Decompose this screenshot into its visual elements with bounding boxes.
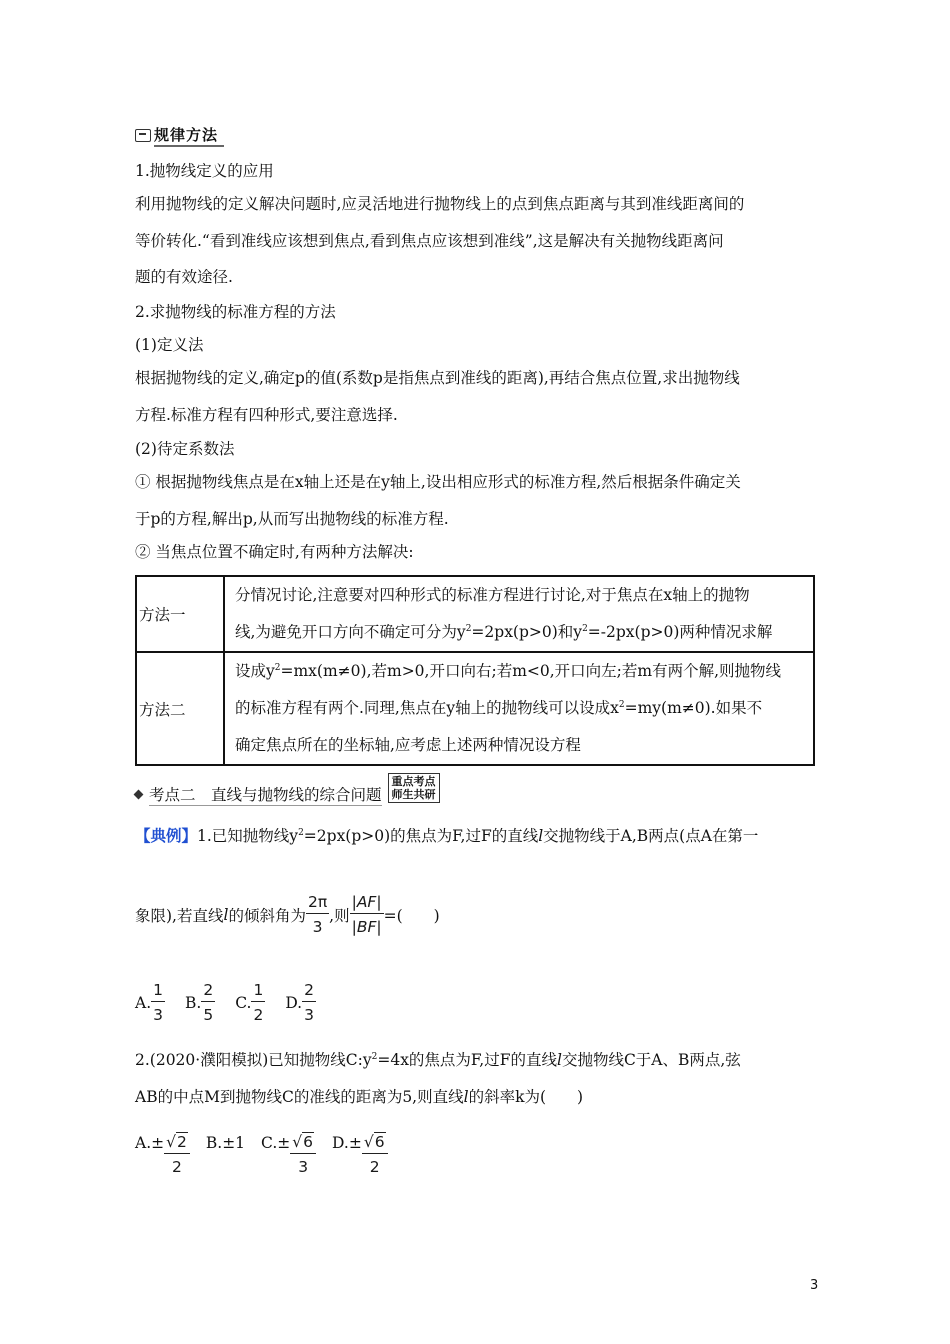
- option-b[interactable]: B.±1: [205, 1134, 246, 1152]
- method-two-label: 方法二: [136, 652, 224, 765]
- diamond-bullet-icon: [134, 789, 144, 799]
- heading-definition-application: 1.抛物线定义的应用: [135, 162, 274, 180]
- example-tag: 【典例】: [135, 826, 198, 845]
- paragraph-line: ② 当焦点位置不确定时,有两种方法解决:: [135, 543, 414, 561]
- table-row: [136, 576, 814, 652]
- paragraph-line: ① 根据抛物线焦点是在x轴上还是在y轴上,设出相应形式的标准方程,然后根据条件确定关: [135, 473, 741, 491]
- table-cell-line: 设成$y^2=mx(m\ne 0)$,若m>0,开口向右;若m<0,开口向左;若m有两个解,则抛物线: [235, 662, 782, 680]
- heading-standard-equation-methods: 2.求抛物线的标准方程的方法: [135, 303, 336, 321]
- option-b[interactable]: B. $\frac{2}{5}$: [185, 981, 214, 1024]
- subheading-undetermined-coefficients: (2)待定系数法: [135, 440, 235, 458]
- method-one-body: [224, 576, 814, 652]
- table-cell-line: 的标准方程有两个.同理,焦点在y轴上的抛物线可以设成$x^2=my(m\ne 0)$.如果不: [235, 699, 763, 717]
- ratio-fraction: $\frac{|AF|}{|BF|}$: [351, 893, 382, 936]
- page-number: 3: [810, 1278, 819, 1293]
- notebook-icon: [135, 129, 151, 142]
- question-1-line-2: 象限),若直线 l 的倾斜角为 $\frac{2\pi}{3}$ ,则 $\frac{|AF|}{|BF|}$ =( ): [135, 893, 440, 936]
- kaodian-title: 考点二 直线与抛物线的综合问题: [149, 783, 382, 806]
- table-cell-line: 确定焦点所在的坐标轴,应考虑上述两种情况设方程: [235, 736, 581, 754]
- section-tag-label: 规律方法: [154, 124, 224, 147]
- option-d[interactable]: D. $\frac{2}{3}$: [285, 981, 314, 1024]
- option-a[interactable]: A. $\frac{1}{3}$: [135, 981, 163, 1024]
- question-1-line-1: 【典例】1.已知抛物线$y^2=2px(p>0)$的焦点为F,过F的直线l交抛物线于A,B两点(点A在第一: [135, 826, 759, 845]
- paragraph-line: 方程.标准方程有四种形式,要注意选择.: [135, 406, 398, 424]
- question-2-options: [135, 1132, 388, 1176]
- paragraph-line: 于p的方程,解出p,从而写出抛物线的标准方程.: [135, 510, 449, 528]
- paragraph-line: 利用抛物线的定义解决问题时,应灵活地进行抛物线上的点到焦点距离与其到准线距离间的: [135, 195, 745, 213]
- option-a[interactable]: A.± √ 2 2: [135, 1132, 190, 1176]
- angle-fraction: $\frac{2\pi}{3}$: [307, 893, 328, 936]
- method-two-body: [224, 652, 814, 765]
- method-one-label: 方法一: [136, 576, 224, 652]
- question-1-options: [135, 981, 316, 1024]
- table-cell-line: 线,为避免开口方向不确定可分为$y^2=2px(p>0)$和$y^2=-2px(p>0)$两种情况求解: [235, 623, 773, 641]
- question-2-line-1: 2.(2020·濮阳模拟)已知抛物线$C:y^2=4x$的焦点为F,过F的直线l交抛物线C于A、B两点,弦: [135, 1051, 741, 1069]
- kaodian-heading: [135, 775, 440, 809]
- table-cell-line: 分情况讨论,注意要对四种形式的标准方程进行讨论,对于焦点在x轴上的抛物: [235, 586, 750, 604]
- paragraph-line: 题的有效途径.: [135, 268, 233, 286]
- subheading-definition-method: (1)定义法: [135, 336, 204, 354]
- paragraph-line: 根据抛物线的定义,确定p的值(系数p是指焦点到准线的距离),再结合焦点位置,求出抛物线: [135, 369, 740, 387]
- methods-table: [135, 575, 815, 766]
- key-point-badge: 重点考点 师生共研: [388, 773, 440, 803]
- paragraph-line: 等价转化.“看到准线应该想到焦点,看到焦点应该想到准线”,这是解决有关抛物线距离问: [135, 232, 724, 250]
- option-c[interactable]: C. $\frac{1}{2}$: [235, 981, 264, 1024]
- table-row: [136, 652, 814, 765]
- section-tag: [135, 126, 224, 144]
- option-d[interactable]: D.± √ 6 2: [332, 1132, 388, 1176]
- question-2-line-2: AB的中点M到抛物线C的准线的距离为5,则直线l的斜率k为( ): [135, 1088, 584, 1106]
- option-c[interactable]: C.± √ 6 3: [261, 1132, 316, 1176]
